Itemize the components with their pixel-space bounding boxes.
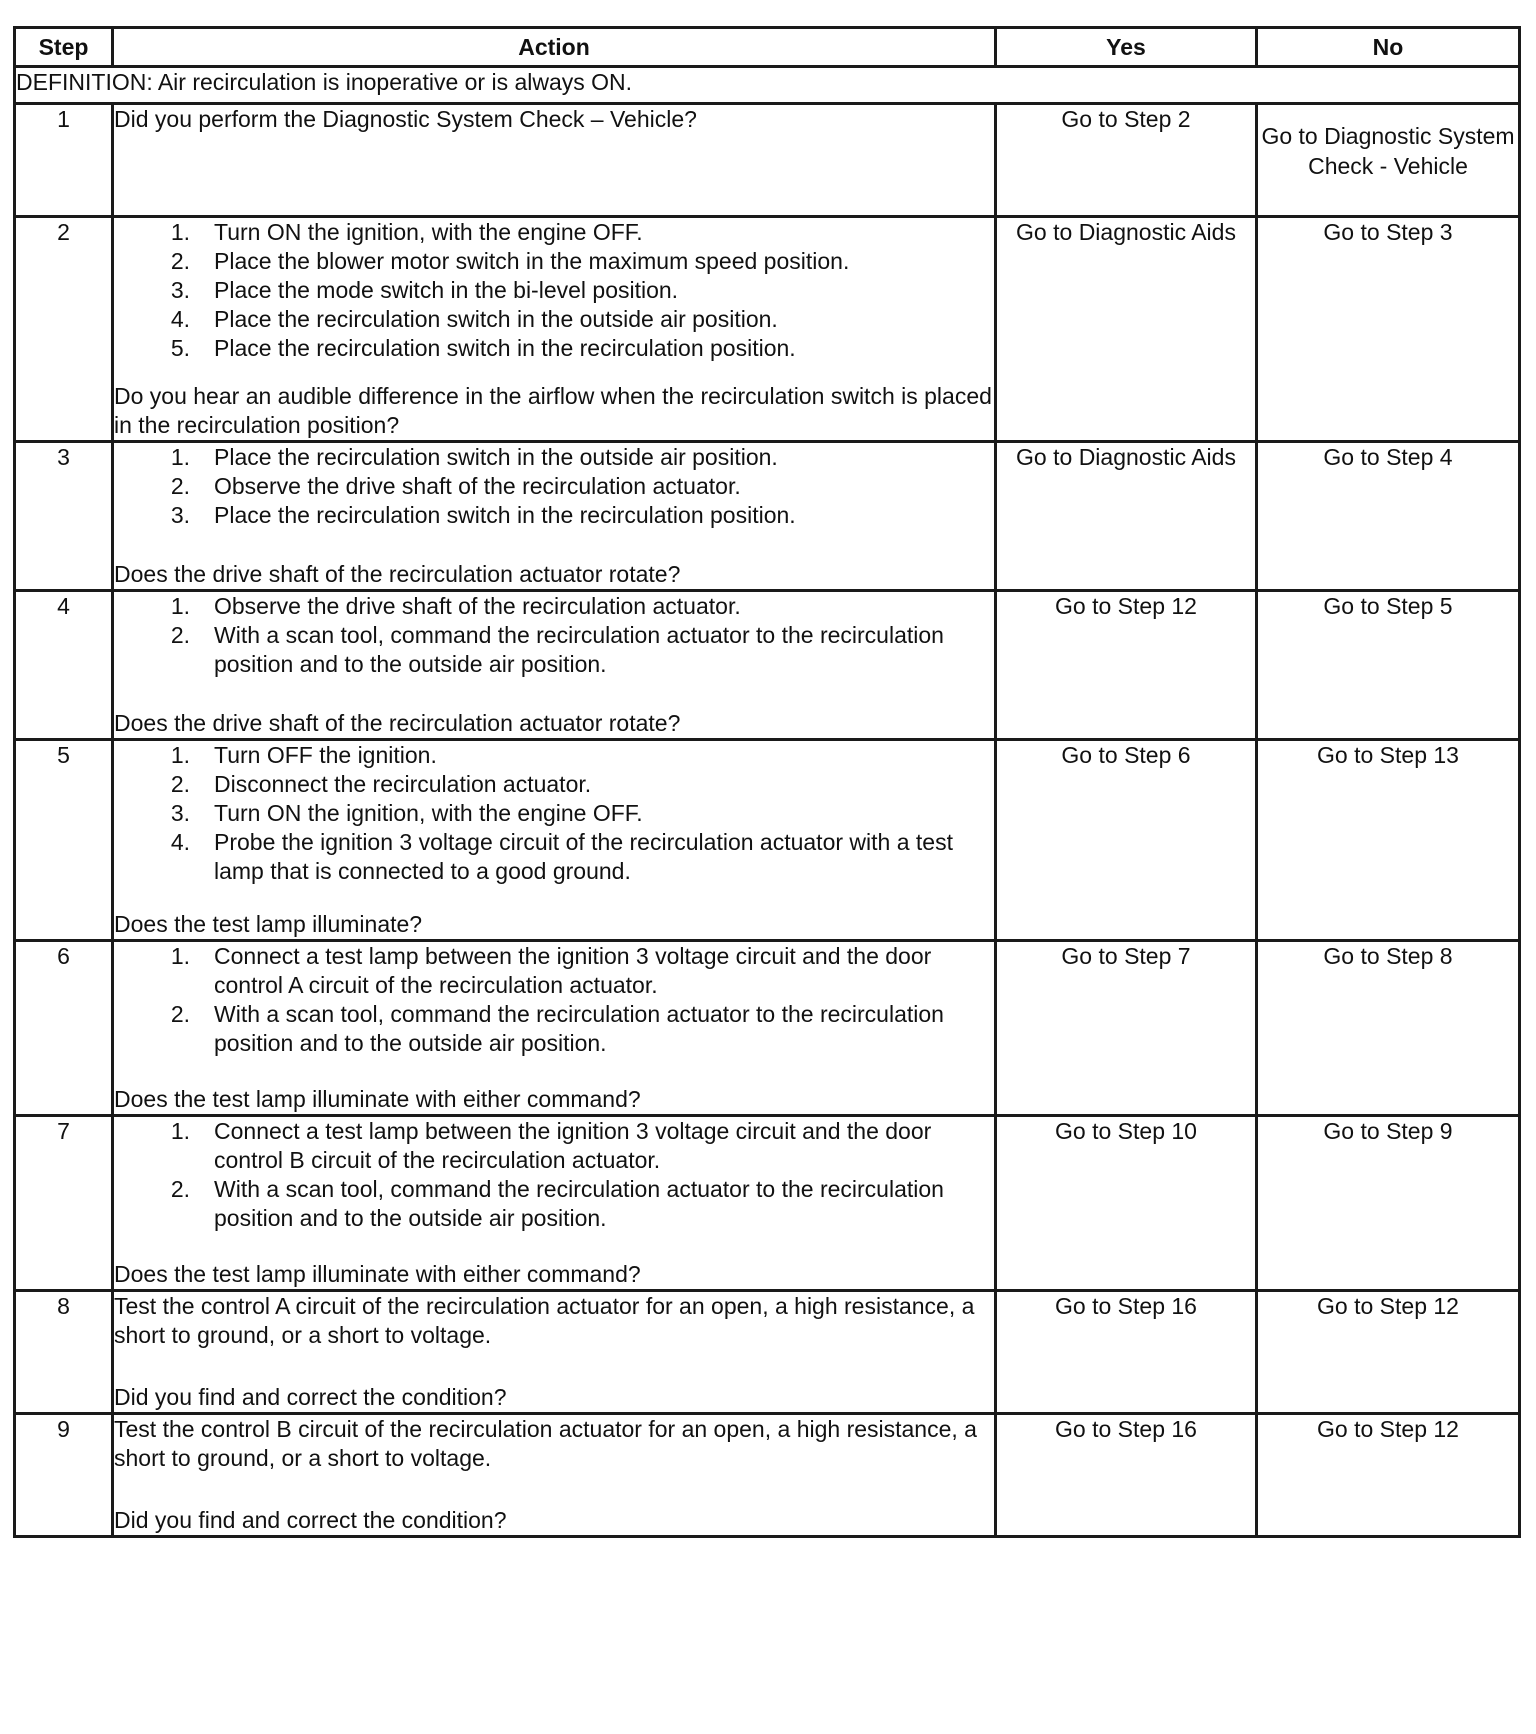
action-question: Do you hear an audible difference in the airflow when the recirculation switch is placed in the recirculation position? — [114, 383, 992, 438]
action-intro: Did you perform the Diagnostic System Check – Vehicle? — [114, 106, 697, 132]
instruction-text: Disconnect the recirculation actuator. — [214, 771, 592, 797]
instruction-item — [114, 443, 994, 472]
action-question: Does the drive shaft of the recirculation actuator rotate? — [114, 710, 681, 736]
instruction-text: Connect a test lamp between the ignition 3 voltage circuit and the door control A circuit of the recirculation actuator. — [214, 943, 932, 998]
no-result — [1257, 104, 1520, 217]
instruction-list — [114, 1117, 994, 1233]
instruction-list — [114, 592, 994, 679]
no-result: Go to Step 8 — [1257, 941, 1520, 1116]
no-result: Go to Step 4 — [1257, 442, 1520, 591]
yes-result: Go to Step 2 — [996, 104, 1257, 217]
instruction-number: 4. — [170, 306, 190, 332]
yes-result: Go to Step 16 — [996, 1291, 1257, 1414]
instruction-text: Probe the ignition 3 voltage circuit of the recirculation actuator with a test lamp that is connected to a good ground. — [214, 829, 953, 884]
yes-result: Go to Diagnostic Aids — [996, 442, 1257, 591]
instruction-number: 3. — [170, 800, 190, 826]
no-result-text: Go to Diagnostic System Check - Vehicle — [1261, 123, 1515, 179]
action-cell — [113, 740, 996, 941]
instruction-number: 4. — [170, 829, 190, 855]
instruction-item — [114, 247, 994, 276]
instruction-number: 2. — [170, 771, 190, 797]
instruction-text: Place the recirculation switch in the recirculation position. — [214, 335, 796, 361]
instruction-text: Place the blower motor switch in the maximum speed position. — [214, 248, 850, 274]
instruction-item — [114, 799, 994, 828]
instruction-item — [114, 592, 994, 621]
action-question: Did you find and correct the condition? — [114, 1507, 507, 1533]
instruction-number: 1. — [170, 1118, 190, 1144]
action-content — [114, 218, 994, 440]
step-number: 3 — [15, 442, 113, 591]
diagnostic-page — [13, 26, 1518, 1538]
instruction-item — [114, 1000, 994, 1058]
header-action: Action — [113, 28, 996, 67]
header-step: Step — [15, 28, 113, 67]
instruction-item — [114, 621, 994, 679]
instruction-text: Place the recirculation switch in the outside air position. — [214, 444, 778, 470]
action-cell — [113, 1116, 996, 1291]
action-question: Does the test lamp illuminate? — [114, 911, 423, 937]
header-row — [15, 28, 1520, 67]
no-result: Go to Step 9 — [1257, 1116, 1520, 1291]
action-cell — [113, 591, 996, 740]
yes-result: Go to Step 10 — [996, 1116, 1257, 1291]
step-row-7 — [15, 1116, 1520, 1291]
instruction-item — [114, 334, 994, 363]
step-number: 7 — [15, 1116, 113, 1291]
action-intro: Test the control B circuit of the recirculation actuator for an open, a high resistance, a short to ground, or a short to voltage. — [114, 1416, 977, 1471]
instruction-number: 1. — [170, 444, 190, 470]
action-content — [114, 942, 994, 1114]
instruction-number: 2. — [170, 1001, 190, 1027]
no-result: Go to Step 12 — [1257, 1414, 1520, 1537]
instruction-number: 2. — [170, 622, 190, 648]
instruction-text: Turn OFF the ignition. — [214, 742, 437, 768]
instruction-list — [114, 218, 994, 363]
instruction-text: Turn ON the ignition, with the engine OFF. — [214, 800, 643, 826]
no-result: Go to Step 3 — [1257, 217, 1520, 442]
action-content — [114, 105, 994, 215]
yes-result: Go to Step 16 — [996, 1414, 1257, 1537]
instruction-number: 5. — [170, 335, 190, 361]
instruction-text: Turn ON the ignition, with the engine OFF. — [214, 219, 643, 245]
step-row-9 — [15, 1414, 1520, 1537]
yes-result: Go to Step 12 — [996, 591, 1257, 740]
action-content — [114, 592, 994, 738]
action-cell — [113, 217, 996, 442]
instruction-number: 3. — [170, 502, 190, 528]
action-question: Does the test lamp illuminate with either command? — [114, 1261, 641, 1287]
step-row-4 — [15, 591, 1520, 740]
instruction-text: With a scan tool, command the recirculation actuator to the recirculation position and to the outside air position. — [214, 622, 944, 677]
instruction-text: Place the recirculation switch in the outside air position. — [214, 306, 778, 332]
instruction-number: 3. — [170, 277, 190, 303]
instruction-text: With a scan tool, command the recirculation actuator to the recirculation position and to the outside air position. — [214, 1001, 944, 1056]
step-number: 1 — [15, 104, 113, 217]
instruction-number: 1. — [170, 219, 190, 245]
action-cell — [113, 1414, 996, 1537]
instruction-list — [114, 741, 994, 886]
action-question: Does the drive shaft of the recirculation actuator rotate? — [114, 561, 681, 587]
step-number: 5 — [15, 740, 113, 941]
instruction-item — [114, 828, 994, 886]
action-cell — [113, 442, 996, 591]
action-content — [114, 443, 994, 589]
step-row-3 — [15, 442, 1520, 591]
step-row-5 — [15, 740, 1520, 941]
action-question: Did you find and correct the condition? — [114, 1384, 507, 1410]
header-no: No — [1257, 28, 1520, 67]
instruction-item — [114, 1175, 994, 1233]
instruction-text: Connect a test lamp between the ignition 3 voltage circuit and the door control B circuit of the recirculation actuator. — [214, 1118, 932, 1173]
step-number: 6 — [15, 941, 113, 1116]
instruction-item — [114, 501, 994, 530]
yes-result: Go to Step 7 — [996, 941, 1257, 1116]
step-number: 8 — [15, 1291, 113, 1414]
action-content — [114, 1117, 994, 1289]
instruction-item — [114, 472, 994, 501]
diagnostic-table — [13, 26, 1521, 1538]
instruction-item — [114, 305, 994, 334]
step-row-1 — [15, 104, 1520, 217]
step-number: 4 — [15, 591, 113, 740]
action-content — [114, 1415, 994, 1535]
action-cell — [113, 941, 996, 1116]
instruction-list — [114, 443, 994, 530]
instruction-text: Place the recirculation switch in the recirculation position. — [214, 502, 796, 528]
action-question: Does the test lamp illuminate with either command? — [114, 1086, 641, 1112]
instruction-item — [114, 942, 994, 1000]
instruction-number: 2. — [170, 473, 190, 499]
instruction-number: 1. — [170, 943, 190, 969]
no-result: Go to Step 13 — [1257, 740, 1520, 941]
instruction-number: 1. — [170, 742, 190, 768]
instruction-text: With a scan tool, command the recirculation actuator to the recirculation position and to the outside air position. — [214, 1176, 944, 1231]
instruction-item — [114, 218, 994, 247]
step-row-6 — [15, 941, 1520, 1116]
instruction-item — [114, 276, 994, 305]
yes-result: Go to Step 6 — [996, 740, 1257, 941]
step-number: 2 — [15, 217, 113, 442]
instruction-text: Observe the drive shaft of the recirculation actuator. — [214, 473, 741, 499]
action-cell — [113, 1291, 996, 1414]
instruction-number: 2. — [170, 1176, 190, 1202]
header-yes: Yes — [996, 28, 1257, 67]
step-number: 9 — [15, 1414, 113, 1537]
no-result: Go to Step 12 — [1257, 1291, 1520, 1414]
action-cell — [113, 104, 996, 217]
yes-result: Go to Diagnostic Aids — [996, 217, 1257, 442]
instruction-text: Place the mode switch in the bi-level position. — [214, 277, 679, 303]
action-content — [114, 741, 994, 939]
instruction-list — [114, 942, 994, 1058]
definition-text: DEFINITION: Air recirculation is inoperative or is always ON. — [15, 67, 1520, 104]
instruction-item — [114, 770, 994, 799]
step-row-8 — [15, 1291, 1520, 1414]
no-result: Go to Step 5 — [1257, 591, 1520, 740]
step-row-2 — [15, 217, 1520, 442]
instruction-number: 2. — [170, 248, 190, 274]
instruction-item — [114, 741, 994, 770]
definition-row — [15, 67, 1520, 104]
instruction-number: 1. — [170, 593, 190, 619]
instruction-item — [114, 1117, 994, 1175]
instruction-text: Observe the drive shaft of the recirculation actuator. — [214, 593, 741, 619]
action-intro: Test the control A circuit of the recirculation actuator for an open, a high resistance, a short to ground, or a short to voltage. — [114, 1293, 975, 1348]
action-content — [114, 1292, 994, 1412]
